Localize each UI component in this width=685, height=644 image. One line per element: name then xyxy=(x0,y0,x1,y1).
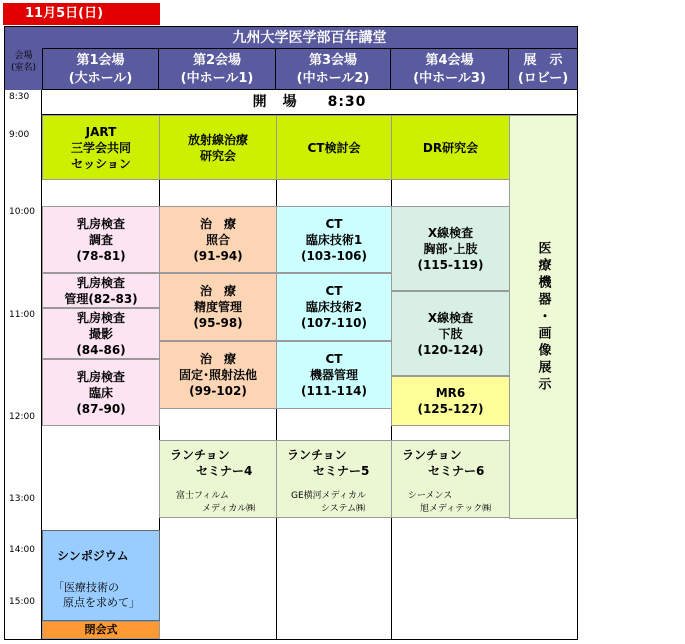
luncheon-seminar-6: ランチョン セミナー6 シーメンス 旭メディテック㈱ xyxy=(391,440,510,518)
ct-study-group: CT検討会 xyxy=(276,115,392,180)
equipment-image-exhibit: 医療機器・画像展示 xyxy=(509,115,577,519)
closing-ceremony: 閉会式 xyxy=(42,621,160,639)
ct-clinical-2: CT 臨床技術2 (107-110) xyxy=(276,273,392,341)
room-column-label: 会場 (室名) xyxy=(5,46,42,74)
therapy-qa: 治 療 精度管理 (95-98) xyxy=(159,273,277,341)
dr-study-group: DR研究会 xyxy=(391,115,510,180)
mr6-session: MR6 (125-127) xyxy=(391,376,510,426)
radiotherapy-society: 放射線治療 研究会 xyxy=(159,115,277,180)
luncheon-seminar-5: ランチョン セミナー5 GE横河メディカル システム㈱ xyxy=(276,440,392,518)
therapy-immobilization: 治 療 固定･照射法他 (99-102) xyxy=(159,341,277,409)
time-label: 10:00 xyxy=(9,207,35,217)
venue-title: 九州大学医学部百年講堂 xyxy=(42,27,577,49)
xray-lower-limb: X線検査 下肢 (120-124) xyxy=(391,291,510,376)
luncheon-seminar-4: ランチョン セミナー4 富士フィルム メディカル㈱ xyxy=(159,440,277,518)
time-label: 11:00 xyxy=(9,310,35,320)
breast-exam-clinical: 乳房検査 臨床 (87-90) xyxy=(42,359,160,426)
breast-exam-management: 乳房検査 管理(82-83) xyxy=(42,273,160,308)
time-column xyxy=(5,90,42,639)
time-label: 12:00 xyxy=(9,412,35,422)
time-label: 15:00 xyxy=(9,597,35,607)
room-header-1: 第1会場 (大ホール) xyxy=(42,49,159,90)
room-header-4: 第4会場 (中ホール3) xyxy=(391,49,509,90)
therapy-verification: 治 療 照合 (91-94) xyxy=(159,206,277,273)
time-label: 13:00 xyxy=(9,494,35,504)
time-label: 9:00 xyxy=(9,130,30,140)
opening-banner: 開 場 8:30 xyxy=(42,90,577,115)
time-label: 8:30 xyxy=(9,92,30,102)
ct-clinical-1: CT 臨床技術1 (103-106) xyxy=(276,206,392,273)
jart-session: JART 三学会共同 セッション xyxy=(42,115,160,180)
room-header-2: 第2会場 (中ホール1) xyxy=(159,49,276,90)
breast-exam-survey: 乳房検査 調査 (78-81) xyxy=(42,206,160,273)
date-tab: 11月5日(日) xyxy=(3,3,160,25)
time-label: 14:00 xyxy=(9,545,35,555)
ct-equipment-management: CT 機器管理 (111-114) xyxy=(276,341,392,409)
symposium: シンポジウム 「医療技術の 原点を求めて」 xyxy=(42,530,160,621)
breast-exam-imaging: 乳房検査 撮影 (84-86) xyxy=(42,308,160,359)
room-header-exhibit: 展 示 (ロビー) xyxy=(509,49,577,90)
room-header-3: 第3会場 (中ホール2) xyxy=(276,49,391,90)
xray-chest-upper-limb: X線検査 胸部･上肢 (115-119) xyxy=(391,206,510,291)
